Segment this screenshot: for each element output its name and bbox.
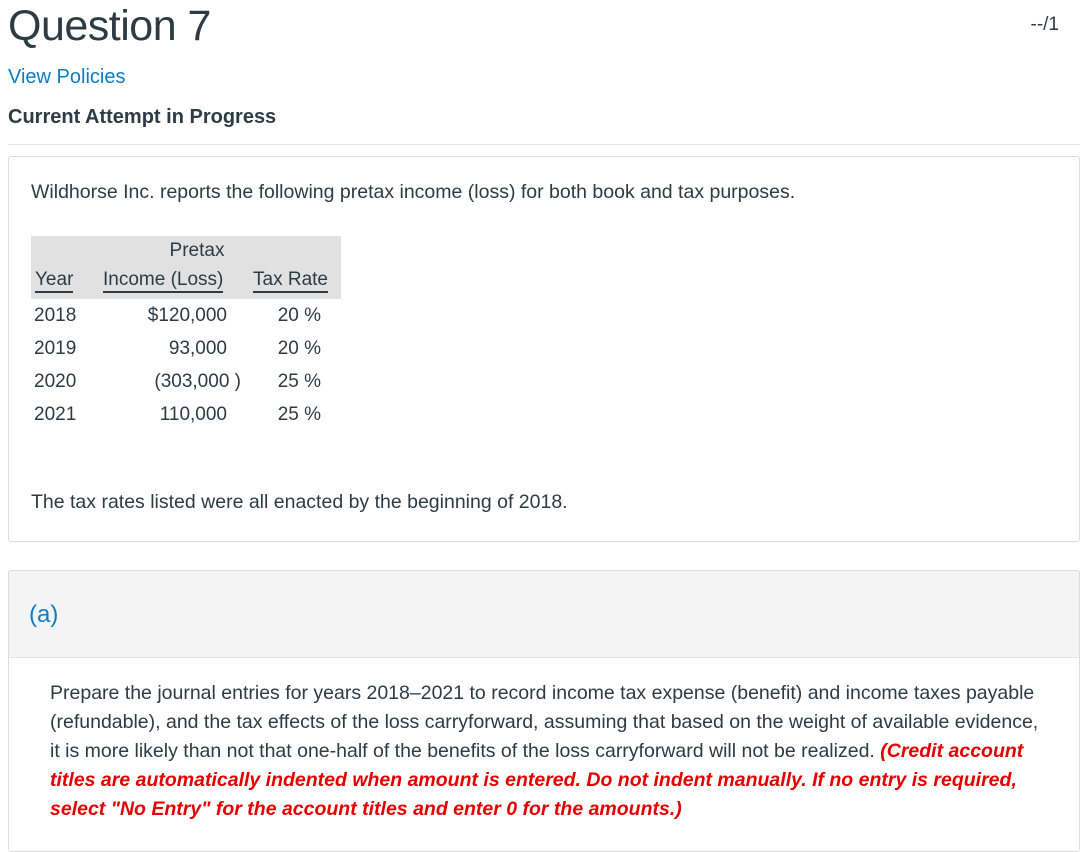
tax-rate-note: The tax rates listed were all enacted by the beginning of 2018. xyxy=(31,491,568,513)
cell-rate: 20 % xyxy=(277,305,321,326)
header-pretax: Pretax xyxy=(169,240,225,261)
cell-rate: 25 % xyxy=(277,404,321,425)
instruction-emphasis: (Credit account titles are automatically indented when amount is entered. Do not indent manually. If no entry is required, select "No Entry" for the account titles and enter 0 for the amounts.) xyxy=(50,740,1024,820)
part-a-body xyxy=(9,657,1079,851)
cell-rate: 20 % xyxy=(277,338,321,359)
cell-year: 2019 xyxy=(34,338,77,359)
income-table xyxy=(31,236,341,431)
instruction-text: Prepare the journal entries for years 2018–2021 to record income tax expense (benefit) and income taxes payable (refundable), and the tax effects of the loss carryforward, assuming that based on the weight of available evidence, it is more likely than not that one-half of the benefits of the loss carryforward will not be realized. xyxy=(50,682,1039,762)
table-row xyxy=(31,332,341,365)
part-a-instructions xyxy=(50,679,1039,824)
cell-year: 2018 xyxy=(34,305,77,326)
header-tax-rate: Tax Rate xyxy=(253,269,328,293)
problem-card xyxy=(8,156,1080,542)
question-title: Question 7 xyxy=(8,2,211,50)
cell-income: $120,000 xyxy=(147,305,227,326)
attempt-status: Current Attempt in Progress xyxy=(8,106,277,128)
header-income: Income (Loss) xyxy=(103,269,223,293)
cell-year: 2020 xyxy=(34,371,77,392)
table-row xyxy=(31,299,341,332)
cell-year: 2021 xyxy=(34,404,77,425)
header-year: Year xyxy=(35,269,73,293)
table-row xyxy=(31,398,341,431)
problem-intro: Wildhorse Inc. reports the following pretax income (loss) for both book and tax purposes. xyxy=(31,181,796,203)
table-header xyxy=(31,236,341,299)
table-row xyxy=(31,365,341,398)
cell-income: (303,000 ) xyxy=(154,371,241,392)
part-a-panel xyxy=(8,570,1080,852)
score-display: --/1 xyxy=(1030,14,1059,35)
header-divider xyxy=(8,144,1080,145)
cell-rate: 25 % xyxy=(277,371,321,392)
cell-income: 93,000 xyxy=(168,338,227,359)
cell-income: 110,000 xyxy=(159,404,227,425)
view-policies-link[interactable]: View Policies xyxy=(8,66,126,88)
part-a-label: (a) xyxy=(29,601,59,628)
